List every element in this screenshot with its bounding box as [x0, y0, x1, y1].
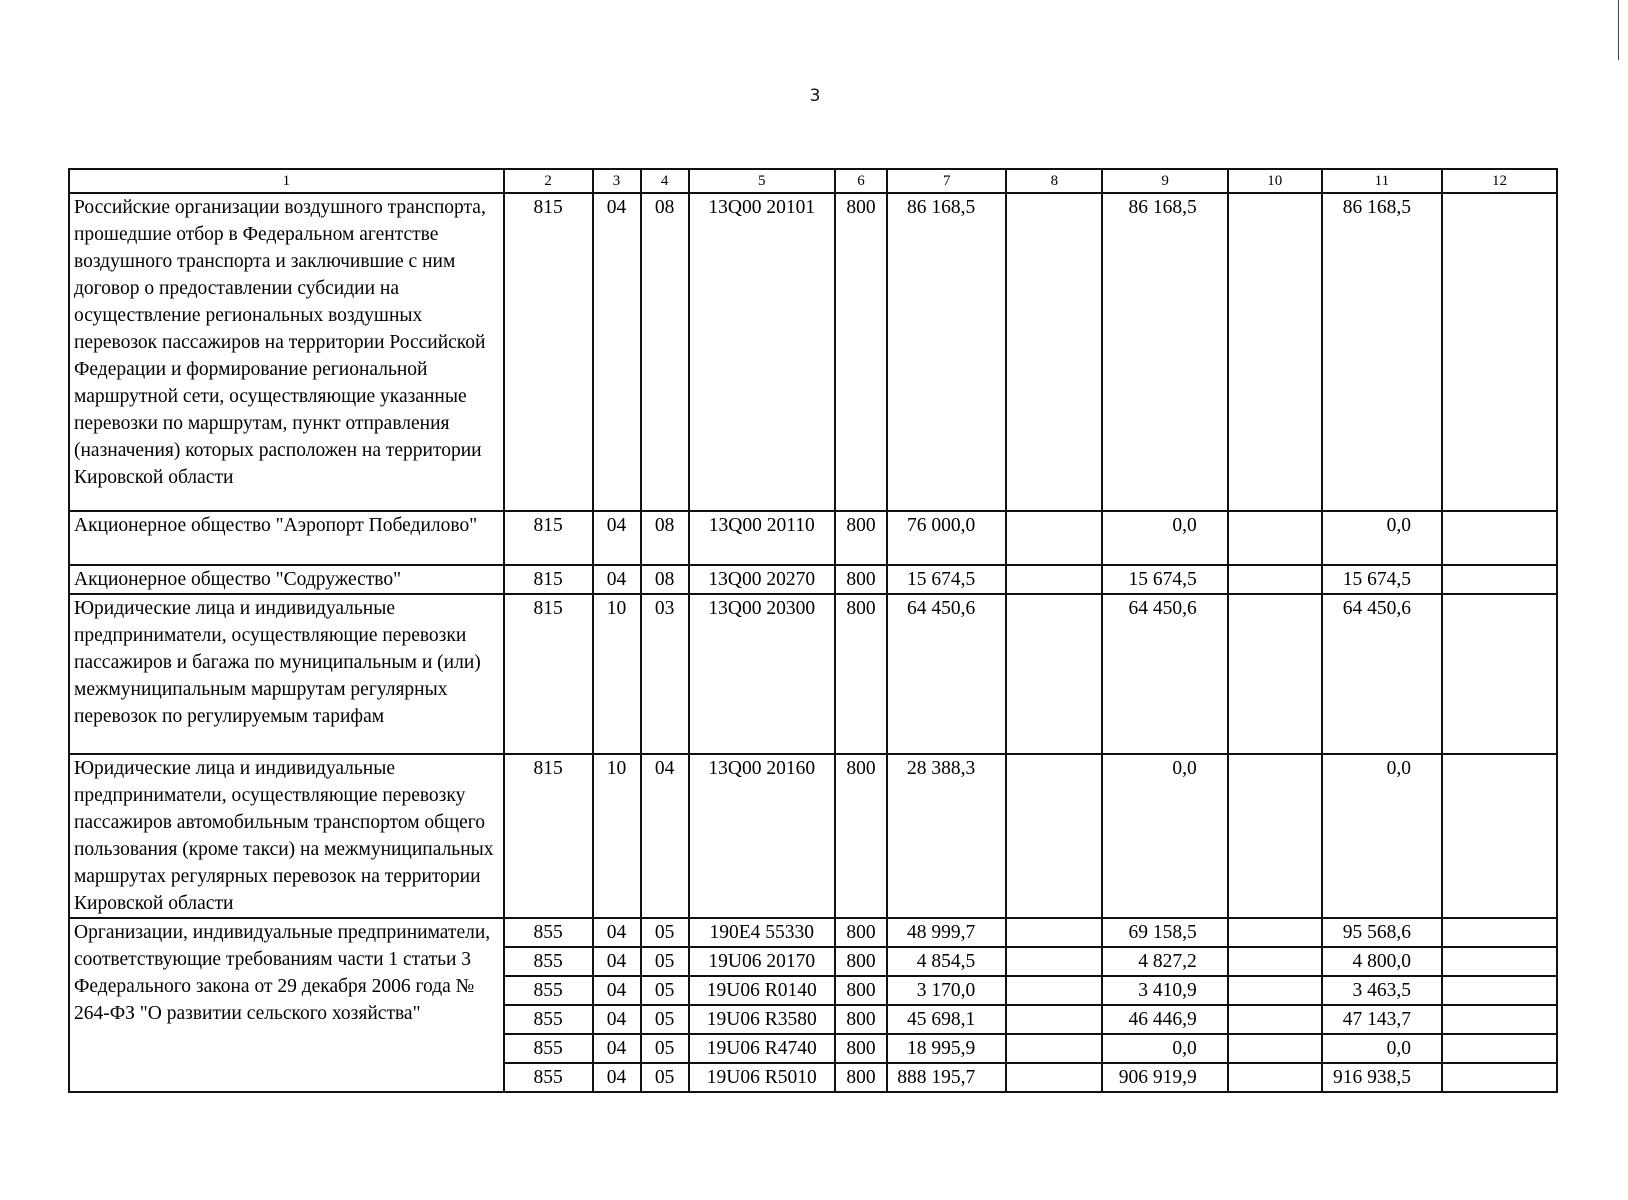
page-number: 3	[809, 86, 821, 106]
cell-c5: 190E4 55330	[689, 918, 835, 947]
cell-c8	[1006, 976, 1102, 1005]
column-header-7: 7	[887, 169, 1006, 193]
cell-c4: 08	[641, 193, 689, 511]
cell-c5: 13Q00 20110	[689, 511, 835, 565]
table-row	[69, 754, 1557, 918]
recipient-description: Юридические лица и индивидуальные предприниматели, осуществляющие перевозки пассажиров и багажа по муниципальным и (или) межмуниципальным маршрутам регулярных перевозок по регулируемым тарифам	[69, 594, 504, 754]
table-row	[69, 193, 1557, 511]
cell-c9: 0,0	[1102, 511, 1227, 565]
cell-c7: 18 995,9	[887, 1034, 1006, 1063]
cell-c12	[1442, 754, 1557, 918]
cell-c2: 815	[504, 511, 593, 565]
cell-c7: 3 170,0	[887, 976, 1006, 1005]
cell-c3: 10	[593, 594, 641, 754]
cell-c12	[1442, 918, 1557, 947]
cell-c3: 04	[593, 976, 641, 1005]
cell-c5: 19U06 R0140	[689, 976, 835, 1005]
cell-c8	[1006, 565, 1102, 594]
cell-c9: 15 674,5	[1102, 565, 1227, 594]
table-body	[69, 193, 1557, 1092]
cell-c12	[1442, 193, 1557, 511]
column-header-12: 12	[1442, 169, 1557, 193]
cell-c12	[1442, 947, 1557, 976]
cell-c7: 64 450,6	[887, 594, 1006, 754]
cell-c7: 45 698,1	[887, 1005, 1006, 1034]
cell-c10	[1228, 1063, 1322, 1092]
cell-c12	[1442, 594, 1557, 754]
cell-c4: 03	[641, 594, 689, 754]
cell-c11: 3 463,5	[1322, 976, 1442, 1005]
cell-c9: 0,0	[1102, 754, 1227, 918]
cell-c3: 04	[593, 1034, 641, 1063]
column-header-8: 8	[1006, 169, 1102, 193]
cell-c9: 46 446,9	[1102, 1005, 1227, 1034]
cell-c5: 19U06 R5010	[689, 1063, 835, 1092]
cell-c3: 04	[593, 511, 641, 565]
recipient-description: Российские организации воздушного транспорта, прошедшие отбор в Федеральном агентстве воздушного транспорта и заключившие с ним договор о предоставлении субсидии на осуществление региональных воздушных перевозок пассажиров на территории Российской Федерации и формирование региональной маршрутной сети, осуществляющие указанные перевозки по маршрутам, пункт отправления (назначения) которых расположен на территории Кировской области	[69, 193, 504, 511]
cell-c4: 05	[641, 1063, 689, 1092]
table-row	[69, 511, 1557, 565]
cell-c6: 800	[835, 918, 887, 947]
cell-c3: 04	[593, 1005, 641, 1034]
cell-c9: 4 827,2	[1102, 947, 1227, 976]
recipient-description: Организации, индивидуальные предприниматели, соответствующие требованиям части 1 статьи 3 Федерального закона от 29 декабря 2006 года № 264-ФЗ "О развитии сельского хозяйства"	[69, 918, 504, 1092]
cell-c8	[1006, 947, 1102, 976]
cell-c2: 855	[504, 1063, 593, 1092]
cell-c11: 0,0	[1322, 754, 1442, 918]
cell-c2: 855	[504, 1005, 593, 1034]
cell-c11: 916 938,5	[1322, 1063, 1442, 1092]
cell-c12	[1442, 511, 1557, 565]
budget-table	[68, 168, 1558, 1093]
recipient-description: Акционерное общество "Аэропорт Победилово"	[69, 511, 504, 565]
cell-c8	[1006, 918, 1102, 947]
cell-c5: 19U06 R4740	[689, 1034, 835, 1063]
cell-c5: 19U06 R3580	[689, 1005, 835, 1034]
cell-c11: 0,0	[1322, 1034, 1442, 1063]
cell-c6: 800	[835, 754, 887, 918]
cell-c11: 15 674,5	[1322, 565, 1442, 594]
cell-c9: 69 158,5	[1102, 918, 1227, 947]
table-row	[69, 594, 1557, 754]
cell-c11: 0,0	[1322, 511, 1442, 565]
cell-c5: 13Q00 20160	[689, 754, 835, 918]
cell-c8	[1006, 1063, 1102, 1092]
cell-c6: 800	[835, 565, 887, 594]
cell-c11: 4 800,0	[1322, 947, 1442, 976]
cell-c6: 800	[835, 511, 887, 565]
column-header-2: 2	[504, 169, 593, 193]
column-header-10: 10	[1228, 169, 1322, 193]
cell-c10	[1228, 1005, 1322, 1034]
cell-c10	[1228, 754, 1322, 918]
column-header-3: 3	[593, 169, 641, 193]
cell-c3: 04	[593, 1063, 641, 1092]
cell-c4: 08	[641, 565, 689, 594]
cell-c9: 906 919,9	[1102, 1063, 1227, 1092]
column-header-11: 11	[1322, 169, 1442, 193]
cell-c9: 0,0	[1102, 1034, 1227, 1063]
cell-c4: 05	[641, 918, 689, 947]
recipient-description: Акционерное общество "Содружество"	[69, 565, 504, 594]
column-header-4: 4	[641, 169, 689, 193]
column-header-5: 5	[689, 169, 835, 193]
cell-c3: 04	[593, 918, 641, 947]
cell-c7: 4 854,5	[887, 947, 1006, 976]
cell-c5: 13Q00 20270	[689, 565, 835, 594]
cell-c12	[1442, 1063, 1557, 1092]
cell-c11: 95 568,6	[1322, 918, 1442, 947]
cell-c10	[1228, 1034, 1322, 1063]
column-header-6: 6	[835, 169, 887, 193]
cell-c3: 04	[593, 565, 641, 594]
column-header-1: 1	[69, 169, 504, 193]
cell-c2: 855	[504, 1034, 593, 1063]
cell-c10	[1228, 594, 1322, 754]
cell-c4: 05	[641, 947, 689, 976]
cell-c8	[1006, 1034, 1102, 1063]
cell-c2: 815	[504, 754, 593, 918]
cell-c9: 64 450,6	[1102, 594, 1227, 754]
cell-c10	[1228, 947, 1322, 976]
table-header	[69, 169, 1557, 193]
cell-c10	[1228, 193, 1322, 511]
cell-c8	[1006, 594, 1102, 754]
cell-c4: 08	[641, 511, 689, 565]
cell-c11: 86 168,5	[1322, 193, 1442, 511]
table-row	[69, 918, 1557, 947]
cell-c11: 64 450,6	[1322, 594, 1442, 754]
cell-c5: 19U06 20170	[689, 947, 835, 976]
header-row	[69, 169, 1557, 193]
cell-c4: 05	[641, 1005, 689, 1034]
cell-c2: 855	[504, 918, 593, 947]
cell-c11: 47 143,7	[1322, 1005, 1442, 1034]
cell-c12	[1442, 976, 1557, 1005]
cell-c12	[1442, 1034, 1557, 1063]
cell-c3: 04	[593, 947, 641, 976]
scan-edge-mark	[1618, 0, 1619, 60]
cell-c9: 86 168,5	[1102, 193, 1227, 511]
cell-c6: 800	[835, 947, 887, 976]
cell-c4: 04	[641, 754, 689, 918]
cell-c8	[1006, 1005, 1102, 1034]
cell-c7: 15 674,5	[887, 565, 1006, 594]
cell-c6: 800	[835, 976, 887, 1005]
cell-c2: 815	[504, 193, 593, 511]
cell-c9: 3 410,9	[1102, 976, 1227, 1005]
cell-c7: 28 388,3	[887, 754, 1006, 918]
cell-c10	[1228, 918, 1322, 947]
cell-c2: 855	[504, 947, 593, 976]
cell-c3: 10	[593, 754, 641, 918]
cell-c2: 855	[504, 976, 593, 1005]
recipient-description: Юридические лица и индивидуальные предприниматели, осуществляющие перевозку пассажиров автомобильным транспортом общего пользования (кроме такси) на межмуниципальных маршрутах регулярных перевозок на территории Кировской области	[69, 754, 504, 918]
column-header-9: 9	[1102, 169, 1227, 193]
cell-c7: 48 999,7	[887, 918, 1006, 947]
cell-c5: 13Q00 20300	[689, 594, 835, 754]
cell-c12	[1442, 1005, 1557, 1034]
table-row	[69, 565, 1557, 594]
cell-c6: 800	[835, 1063, 887, 1092]
cell-c8	[1006, 511, 1102, 565]
cell-c3: 04	[593, 193, 641, 511]
cell-c6: 800	[835, 1034, 887, 1063]
cell-c4: 05	[641, 976, 689, 1005]
cell-c10	[1228, 565, 1322, 594]
cell-c7: 76 000,0	[887, 511, 1006, 565]
cell-c5: 13Q00 20101	[689, 193, 835, 511]
cell-c8	[1006, 193, 1102, 511]
cell-c7: 86 168,5	[887, 193, 1006, 511]
cell-c10	[1228, 976, 1322, 1005]
cell-c7: 888 195,7	[887, 1063, 1006, 1092]
cell-c6: 800	[835, 193, 887, 511]
cell-c6: 800	[835, 1005, 887, 1034]
cell-c2: 815	[504, 594, 593, 754]
cell-c10	[1228, 511, 1322, 565]
cell-c6: 800	[835, 594, 887, 754]
cell-c2: 815	[504, 565, 593, 594]
cell-c12	[1442, 565, 1557, 594]
cell-c4: 05	[641, 1034, 689, 1063]
cell-c8	[1006, 754, 1102, 918]
